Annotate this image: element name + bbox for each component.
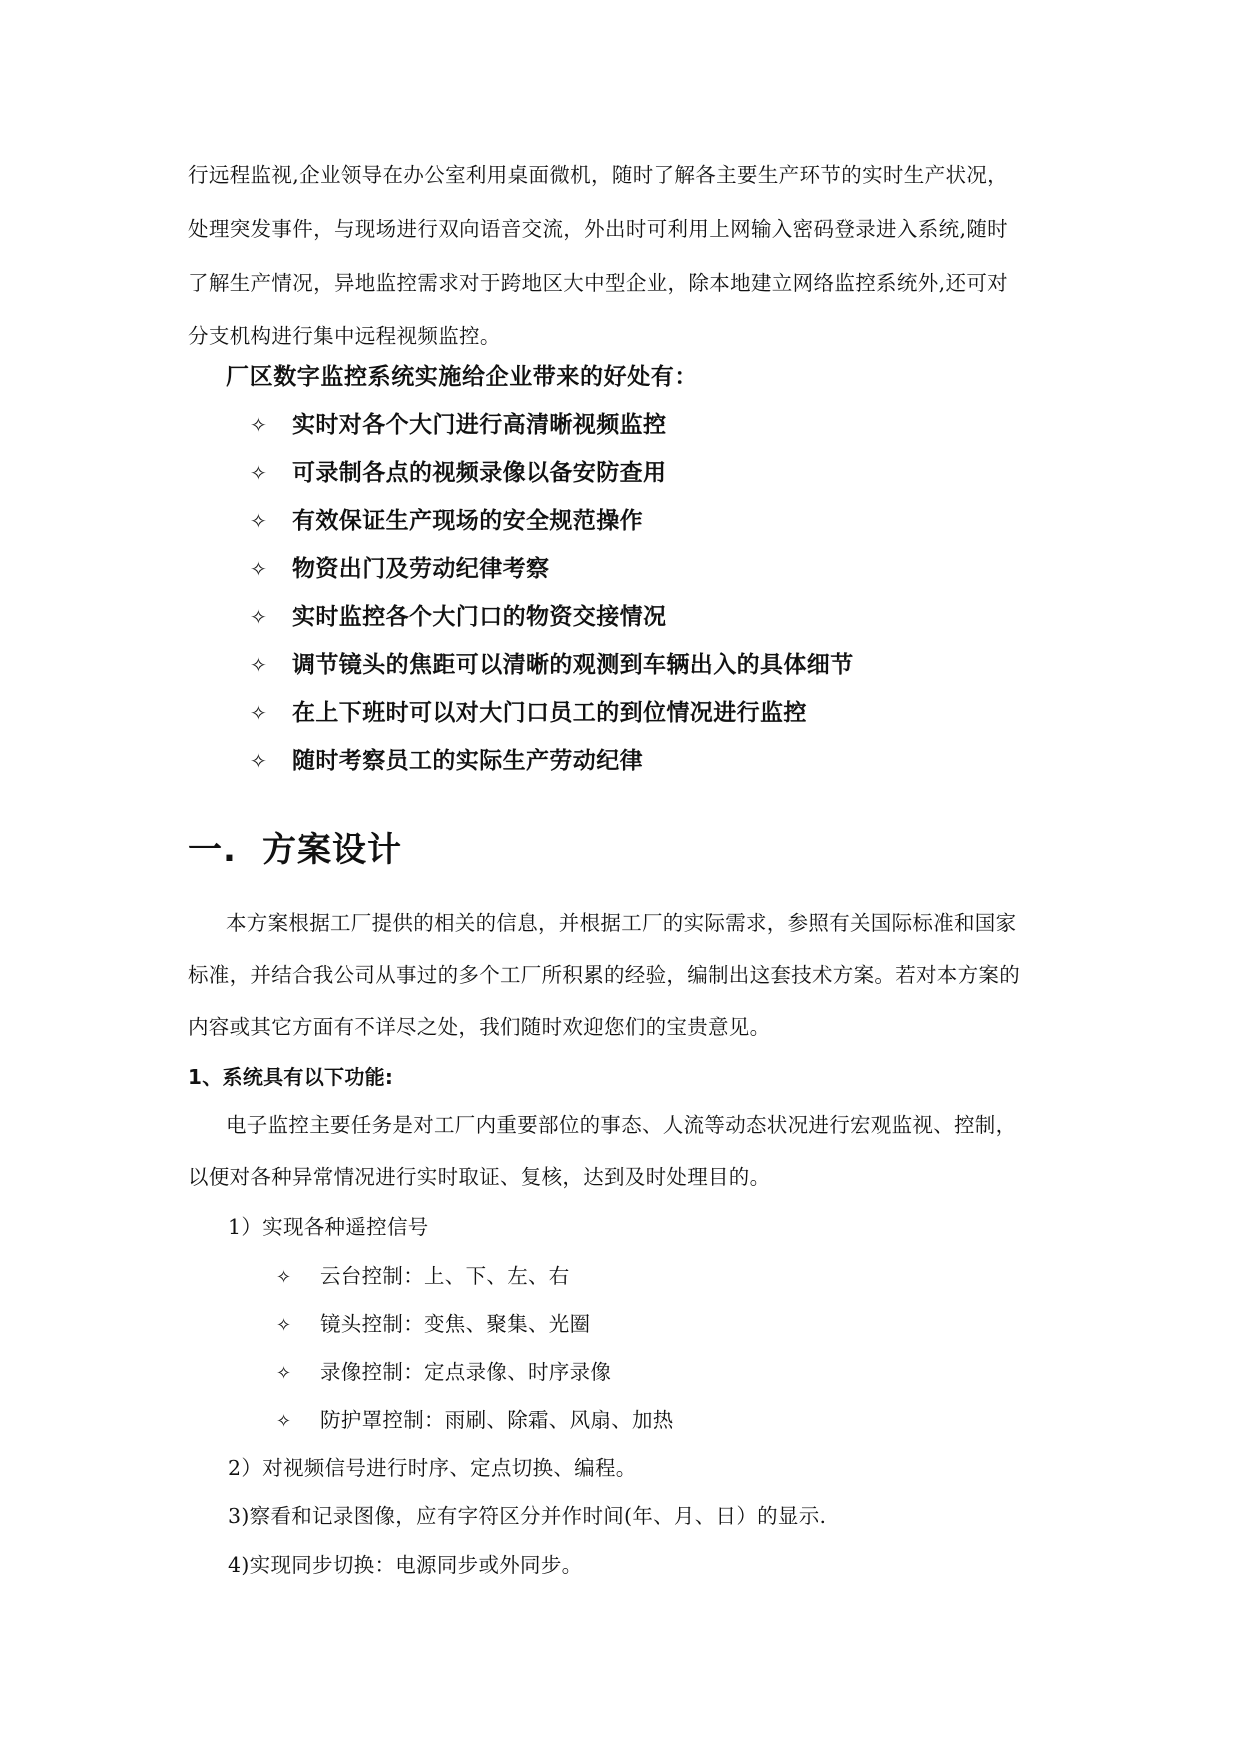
benefit-item-text: 在上下班时可以对大门口员工的到位情况进行监控 (292, 700, 807, 726)
intro-line: 分支机构进行集中远程视频监控。 (188, 324, 501, 348)
section-intro-line: 标准，并结合我公司从事过的多个工厂所积累的经验，编制出这套技术方案。若对本方案的 (188, 963, 1020, 987)
benefit-item-text: 实时对各个大门进行高清晰视频监控 (292, 412, 667, 438)
functions-line: 电子监控主要任务是对工厂内重要部位的事态、人流等动态状况进行宏观监视、控制， (226, 1113, 1017, 1137)
benefit-item (250, 454, 666, 487)
sparkle-bullet-icon: ✧ (250, 653, 268, 677)
intro-line: 了解生产情况，异地监控需求对于跨地区大中型企业，除本地建立网络监控系统外,还可对 (188, 271, 1009, 295)
benefit-item-text: 随时考察员工的实际生产劳动纪律 (292, 748, 643, 774)
benefit-item-text: 有效保证生产现场的安全规范操作 (292, 508, 643, 534)
intro-line: 行远程监视,企业领导在办公室利用桌面微机，随时了解各主要生产环节的实时生产状况， (188, 163, 1009, 187)
control-item-text: 录像控制：定点录像、时序录像 (320, 1360, 612, 1384)
benefit-item-text: 调节镜头的焦距可以清晰的观测到车辆出入的具体细节 (292, 652, 854, 678)
benefit-item-text: 实时监控各个大门口的物资交接情况 (292, 604, 667, 630)
section-title-text: 方案设计 (262, 830, 402, 870)
list-item-2: 2）对视频信号进行时序、定点切换、编程。 (228, 1456, 637, 1480)
control-item (276, 1403, 674, 1433)
benefit-item (250, 550, 549, 583)
list-item-1: 1）实现各种遥控信号 (228, 1215, 429, 1239)
functions-subheading: 1、系统具有以下功能: (188, 1065, 394, 1089)
list-item-3: 3)察看和记录图像，应有字符区分并作时间(年、月、日）的显示. (228, 1504, 827, 1528)
benefit-item (250, 742, 643, 775)
control-item-text: 防护罩控制：雨刷、除霜、风扇、加热 (320, 1408, 674, 1432)
functions-line: 以便对各种异常情况进行实时取证、复核，达到及时处理目的。 (188, 1165, 771, 1189)
sparkle-bullet-icon: ✧ (250, 413, 268, 437)
sparkle-bullet-icon: ✧ (250, 509, 268, 533)
list-item-4: 4)实现同步切换：电源同步或外同步。 (228, 1553, 583, 1577)
sparkle-bullet-icon: ✧ (250, 461, 268, 485)
benefit-item (250, 694, 807, 727)
control-item (276, 1259, 570, 1289)
benefit-item-text: 物资出门及劳动纪律考察 (292, 556, 550, 582)
section-intro-line: 内容或其它方面有不详尽之处，我们随时欢迎您们的宝贵意见。 (188, 1015, 771, 1039)
control-item-text: 镜头控制：变焦、聚集、光圈 (320, 1312, 591, 1336)
benefit-item (250, 646, 854, 679)
benefit-item (250, 502, 643, 535)
sparkle-bullet-icon: ✧ (276, 1315, 292, 1336)
section-title (188, 822, 402, 871)
sparkle-bullet-icon: ✧ (250, 557, 268, 581)
sparkle-bullet-icon: ✧ (276, 1267, 292, 1288)
sparkle-bullet-icon: ✧ (276, 1363, 292, 1384)
section-number: 一. (188, 830, 237, 870)
control-item (276, 1307, 590, 1337)
sparkle-bullet-icon: ✧ (250, 749, 268, 773)
sparkle-bullet-icon: ✧ (276, 1411, 292, 1432)
benefit-item (250, 406, 666, 439)
sparkle-bullet-icon: ✧ (250, 605, 268, 629)
control-item (276, 1355, 611, 1385)
benefits-heading: 厂区数字监控系统实施给企业带来的好处有： (226, 364, 698, 390)
benefit-item (250, 598, 666, 631)
section-intro-line: 本方案根据工厂提供的相关的信息，并根据工厂的实际需求，参照有关国际标准和国家 (226, 911, 1017, 935)
benefit-item-text: 可录制各点的视频录像以备安防查用 (292, 460, 667, 486)
sparkle-bullet-icon: ✧ (250, 701, 268, 725)
control-item-text: 云台控制：上、下、左、右 (320, 1264, 570, 1288)
intro-line: 处理突发事件，与现场进行双向语音交流，外出时可利用上网输入密码登录进入系统,随时 (188, 217, 1009, 241)
